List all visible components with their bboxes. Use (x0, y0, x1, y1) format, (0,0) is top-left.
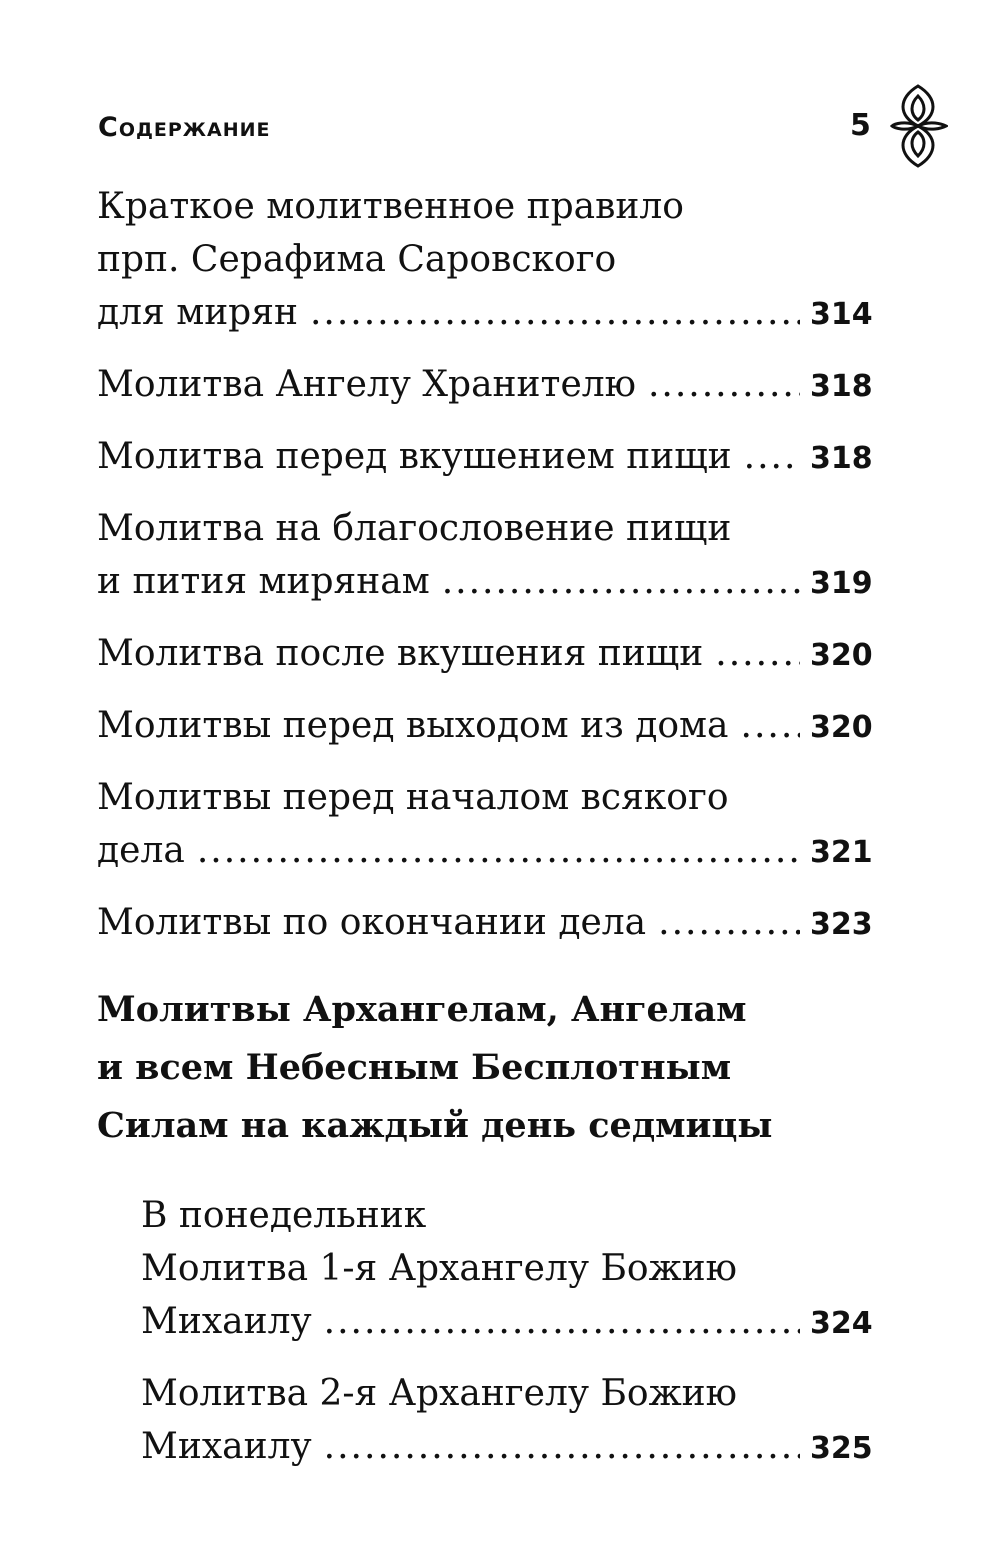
toc-page-number: 320 (810, 710, 873, 745)
section-title: Содержание (98, 112, 271, 143)
toc-entry-last-line (97, 286, 872, 341)
dot-leader (442, 555, 800, 608)
toc-entry (97, 771, 872, 879)
toc-entry (141, 1367, 872, 1475)
toc-entry (97, 627, 872, 682)
dot-leader (744, 430, 800, 483)
toc-entry-line: В понедельник (141, 1195, 427, 1236)
toc-entry-line: Молитва на благословение пищи (97, 508, 732, 549)
toc-page-number: 318 (810, 369, 873, 404)
toc-entry (97, 180, 872, 341)
toc-entry-title: Михаилу (141, 1426, 312, 1467)
dot-leader (310, 286, 800, 339)
toc-entry (97, 430, 872, 485)
toc-entry-title: для мирян (97, 292, 298, 333)
toc-entry-title: Молитва Ангелу Хранителю (97, 364, 636, 405)
toc-entry (97, 699, 872, 754)
toc-page-number: 325 (810, 1431, 873, 1466)
toc-page-number: 323 (810, 907, 873, 942)
toc-page-number: 321 (810, 835, 873, 870)
toc-entry-title: Молитвы по окончании дела (97, 902, 647, 943)
toc-entry (97, 358, 872, 413)
toc-entry-line: Молитвы перед началом всякого (97, 777, 729, 818)
dot-leader (197, 824, 800, 877)
toc-entry-last-line (97, 555, 872, 610)
toc-entry-title: Михаилу (141, 1301, 312, 1342)
dot-leader (741, 699, 801, 752)
toc-entry-line: Молитва 1-я Архангелу Божию (141, 1248, 738, 1289)
toc-entry-last-line (97, 358, 872, 413)
toc-entry-line: прп. Серафима Саровского (97, 239, 617, 280)
section-heading-line: и всем Небесным Бесплотным (97, 1047, 732, 1088)
page-number: 5 (850, 108, 871, 143)
toc-entry-last-line (97, 896, 872, 951)
toc-page-number: 320 (810, 638, 873, 673)
toc-entry (97, 502, 872, 610)
toc-entry (141, 1189, 872, 1350)
toc-entry-title: Молитва перед вкушением пищи (97, 436, 732, 477)
toc-entry-title: и пития мирянам (97, 561, 430, 602)
toc-entry-last-line (97, 824, 872, 879)
fleuron-ornament-icon (888, 80, 948, 172)
section-heading-line: Молитвы Архангелам, Ангелам (97, 989, 747, 1030)
toc-entry-line: Краткое молитвенное правило (97, 186, 684, 227)
toc-entry-last-line (97, 430, 872, 485)
dot-leader (715, 627, 800, 680)
toc-entry-title: Молитва после вкушения пищи (97, 633, 704, 674)
toc-entry-line: Молитва 2-я Архангелу Божию (141, 1373, 738, 1414)
toc-page-number: 319 (810, 566, 873, 601)
toc-entry-last-line (97, 699, 872, 754)
dot-leader (324, 1295, 800, 1348)
toc-page-number: 318 (810, 441, 873, 476)
toc-entry-last-line (141, 1295, 872, 1350)
dot-leader (648, 358, 800, 411)
toc-entry-last-line (97, 627, 872, 682)
toc-entry-title: дела (97, 830, 185, 871)
toc-entry-title: Молитвы перед выходом из дома (97, 705, 729, 746)
page-header (98, 100, 948, 170)
section-heading (97, 981, 817, 1155)
toc-page-number: 314 (810, 297, 873, 332)
toc-page-number: 324 (810, 1306, 873, 1341)
toc-entry-last-line (141, 1420, 872, 1475)
table-of-contents (97, 180, 872, 1492)
toc-entry (97, 896, 872, 951)
section-heading-line: Силам на каждый день седмицы (97, 1105, 773, 1146)
dot-leader (324, 1420, 800, 1473)
dot-leader (658, 896, 800, 949)
